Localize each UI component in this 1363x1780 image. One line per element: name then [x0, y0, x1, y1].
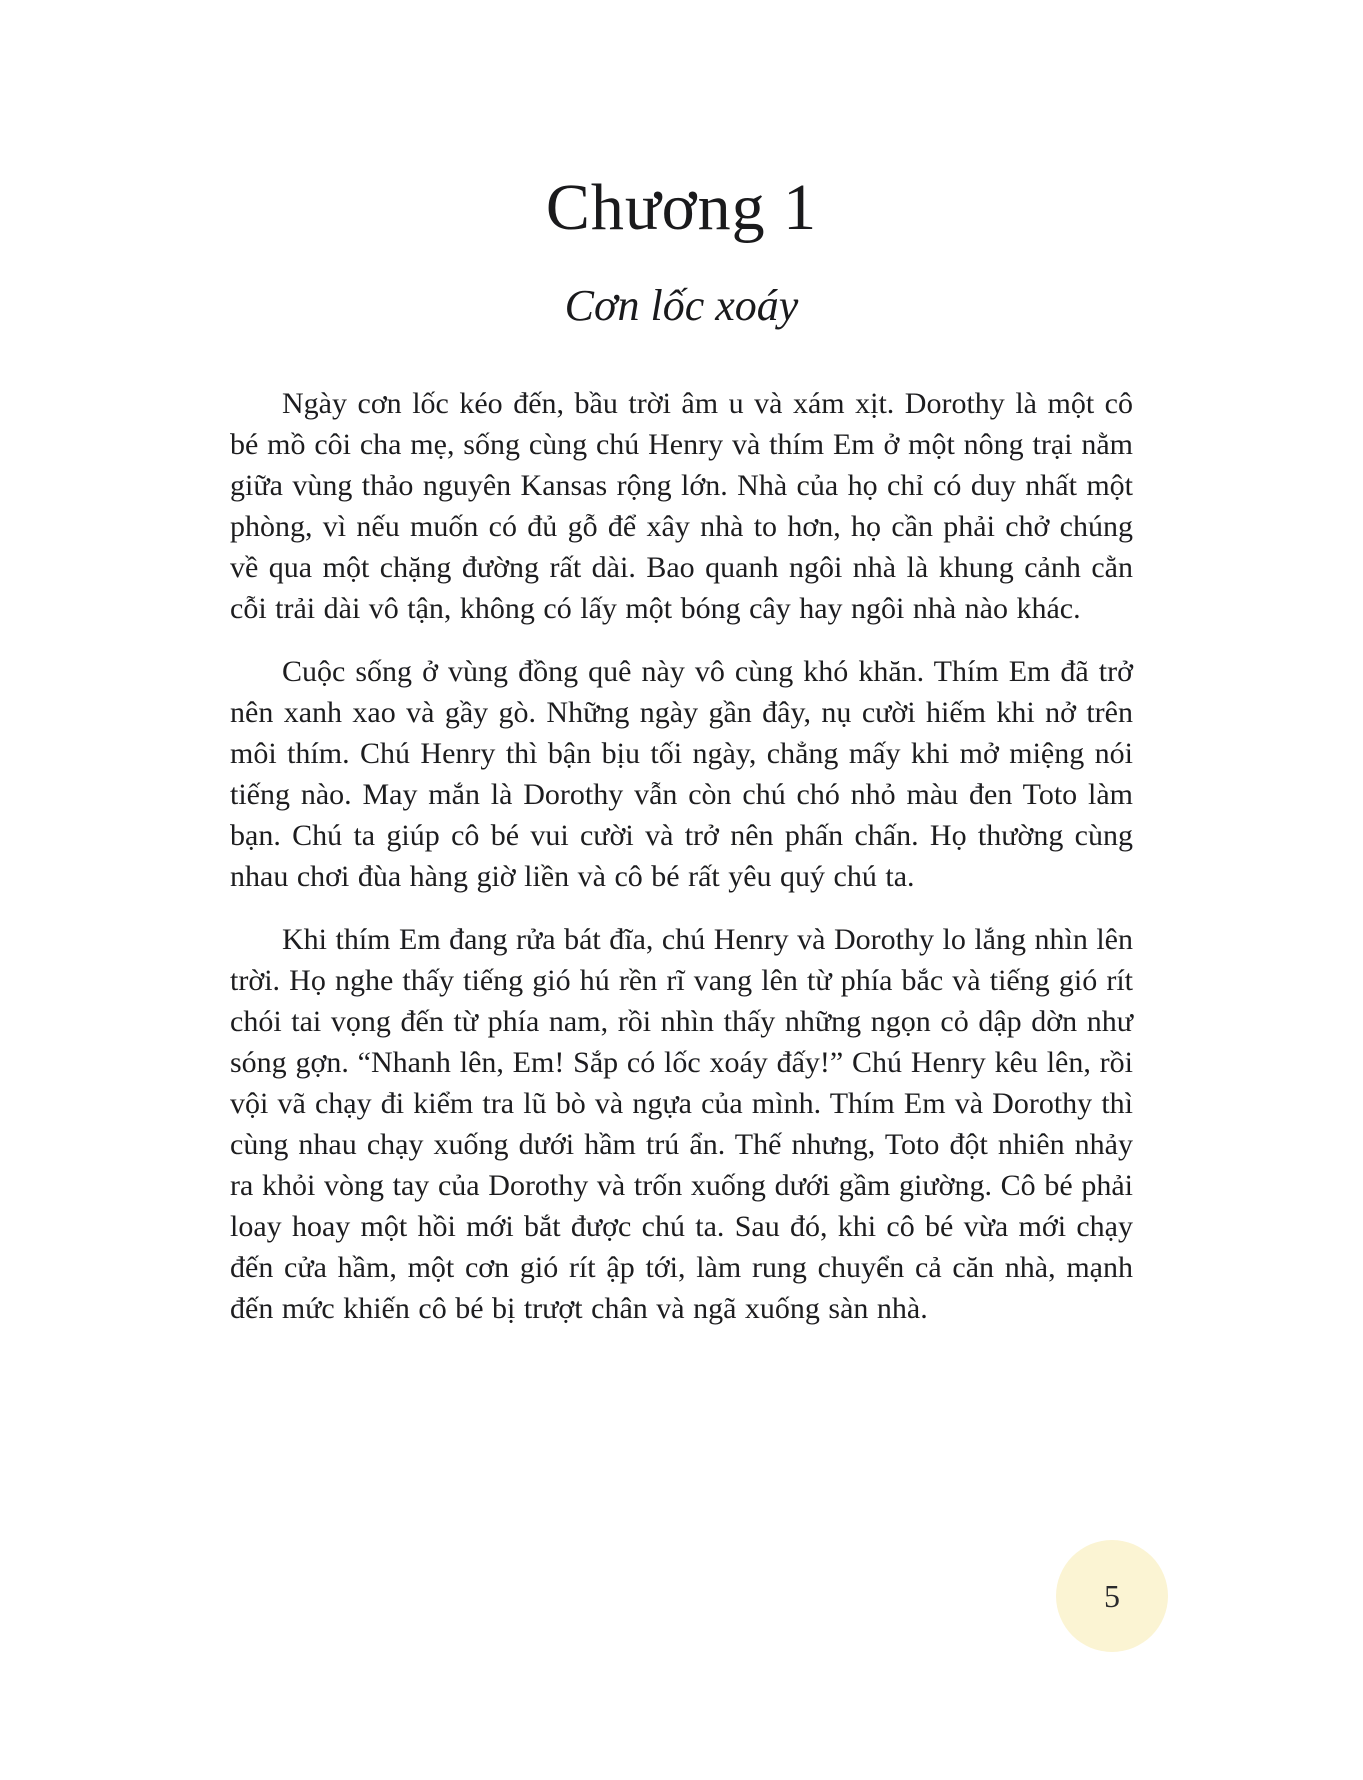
chapter-title: Chương 1 — [545, 171, 818, 244]
paragraph: Ngày cơn lốc kéo đến, bầu trời âm u và xám xịt. Dorothy là một cô bé mồ côi cha mẹ, sống cùng chú Henry và thím Em ở một nông trại nằm giữa vùng thảo nguyên Kansas rộng lớn. Nhà của họ chỉ có duy nhất một phòng, vì nếu muốn có đủ gỗ để xây nhà to hơn, họ cần phải chở chúng về qua một chặng đường rất dài. Bao quanh ngôi nhà là khung cảnh cằn cỗi trải dài vô tận, không có lấy một bóng cây hay ngôi nhà nào khác. — [230, 387, 1133, 625]
chapter-body — [230, 383, 1133, 1329]
paragraph: Khi thím Em đang rửa bát đĩa, chú Henry và Dorothy lo lắng nhìn lên trời. Họ nghe thấy tiếng gió hú rền rĩ vang lên từ phía bắc và tiếng gió rít chói tai vọng đến từ phía nam, rồi nhìn thấy những ngọn cỏ dập dờn như sóng gợn. “Nhanh lên, Em! Sắp có lốc xoáy đấy!” Chú Henry kêu lên, rồi vội vã chạy đi kiểm tra lũ bò và ngựa của mình. Thím Em và Dorothy thì cùng nhau chạy xuống dưới hầm trú ẩn. Thế nhưng, Toto đột nhiên nhảy ra khỏi vòng tay của Dorothy và trốn xuống dưới gầm giường. Cô bé phải loay hoay một hồi mới bắt được chú ta. Sau đó, khi cô bé vừa mới chạy đến cửa hầm, một cơn gió rít ập tới, làm rung chuyển cả căn nhà, mạnh đến mức khiến cô bé bị trượt chân và ngã xuống sàn nhà. — [230, 923, 1133, 1325]
paragraph: Cuộc sống ở vùng đồng quê này vô cùng khó khăn. Thím Em đã trở nên xanh xao và gầy gò. Những ngày gần đây, nụ cười hiếm khi nở trên môi thím. Chú Henry thì bận bịu tối ngày, chẳng mấy khi mở miệng nói tiếng nào. May mắn là Dorothy vẫn còn chú chó nhỏ màu đen Toto làm bạn. Chú ta giúp cô bé vui cười và trở nên phấn chấn. Họ thường cùng nhau chơi đùa hàng giờ liền và cô bé rất yêu quý chú ta. — [230, 655, 1133, 893]
chapter-subtitle: Cơn lốc xoáy — [564, 281, 799, 330]
page-number-decoration — [1056, 1540, 1168, 1652]
page-number: 5 — [1104, 1577, 1120, 1614]
